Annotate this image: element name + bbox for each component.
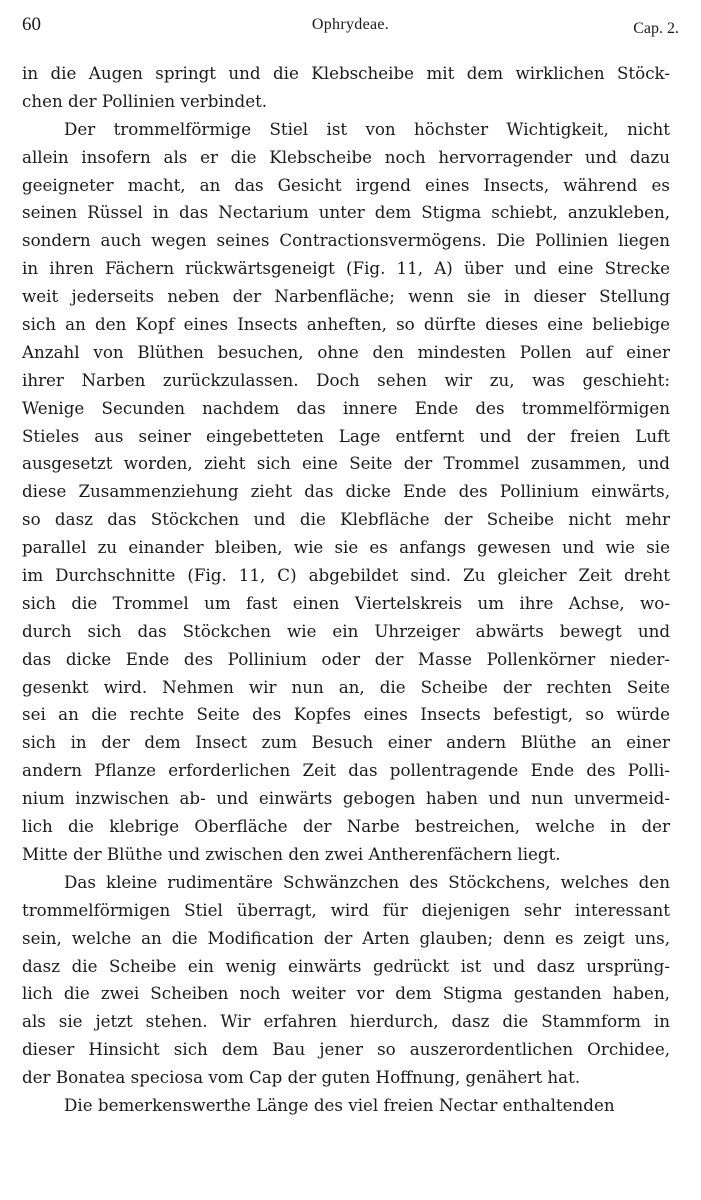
text-line: geeigneter macht, an das Gesicht irgend eines Insects, während es xyxy=(22,174,670,195)
text-line: Der trommelförmige Stiel ist von höchster Wichtigkeit, nicht xyxy=(64,118,670,139)
text-line: lich die zwei Scheiben noch weiter vor dem Stigma gestanden haben, xyxy=(22,983,670,1004)
paragraph xyxy=(22,116,670,869)
text-line: nium inzwischen ab- und einwärts gebogen haben und nun unvermeid- xyxy=(22,788,670,809)
text-line: sich an den Kopf eines Insects anheften, so dürfte dieses eine beliebige xyxy=(22,314,670,335)
text-line: Das kleine rudimentäre Schwänzchen des Stöckchens, welches den xyxy=(64,871,670,892)
text-line: in die Augen springt und die Klebscheibe mit dem wirklichen Stöck- xyxy=(22,63,670,83)
text-line: Wenige Secunden nachdem das innere Ende des trommelförmigen xyxy=(22,397,670,418)
text-line: dieser Hinsicht sich dem Bau jener so auszerordentlichen Orchidee, xyxy=(22,1039,670,1060)
text-line: lich die klebrige Oberfläche der Narbe bestreichen, welche in der xyxy=(22,816,670,837)
running-header xyxy=(22,14,679,40)
text-line: Stieles aus seiner eingebetteten Lage entfernt und der freien Luft xyxy=(22,425,670,446)
text-line: andern Pflanze erforderlichen Zeit das pollentragende Ende des Polli- xyxy=(22,760,670,781)
text-line: das dicke Ende des Pollinium oder der Masse Pollenkörner nieder- xyxy=(22,648,670,669)
text-line: sondern auch wegen seines Contractionsvermögens. Die Pollinien liegen xyxy=(22,230,670,251)
text-line: Anzahl von Blüthen besuchen, ohne den mindesten Pollen auf einer xyxy=(22,341,670,362)
text-line: Die bemerkenswerthe Länge des viel freien Nectar enthaltenden xyxy=(64,1094,615,1115)
text-line: ihrer Narben zurückzulassen. Doch sehen wir zu, was geschieht: xyxy=(22,369,670,390)
text-line: trommelförmigen Stiel überragt, wird für diejenigen sehr interessant xyxy=(22,899,670,920)
text-line: weit jederseits neben der Narbenfläche; wenn sie in dieser Stellung xyxy=(22,286,670,307)
text-line: sich die Trommel um fast einen Viertelskreis um ihre Achse, wo- xyxy=(22,592,670,613)
text-line: diese Zusammenziehung zieht das dicke Ende des Pollinium einwärts, xyxy=(22,481,670,502)
text-line: gesenkt wird. Nehmen wir nun an, die Scheibe der rechten Seite xyxy=(22,676,670,697)
text-line: seinen Rüssel in das Nectarium unter dem Stigma schiebt, anzukleben, xyxy=(22,202,670,223)
text-line: sein, welche an die Modification der Arten glauben; denn es zeigt uns, xyxy=(22,927,670,948)
paragraph xyxy=(22,1092,670,1120)
running-title: Ophrydeae. xyxy=(311,16,390,33)
text-line: so dasz das Stöckchen und die Klebfläche der Scheibe nicht mehr xyxy=(22,509,670,530)
text-line: in ihren Fächern rückwärtsgeneigt (Fig. 11, A) über und eine Strecke xyxy=(22,258,670,279)
text-line: sei an die rechte Seite des Kopfes eines Insects befestigt, so würde xyxy=(22,704,670,725)
paragraph xyxy=(22,869,670,1092)
chapter-label: Cap. 2. xyxy=(633,20,679,37)
body-text xyxy=(22,60,670,1120)
text-line: der Bonatea speciosa vom Cap der guten Hoffnung, genähert hat. xyxy=(22,1067,581,1088)
text-line: sich in der dem Insect zum Besuch einer andern Blüthe an einer xyxy=(22,732,670,753)
text-line: chen der Pollinien verbindet. xyxy=(22,90,268,111)
text-line: ausgesetzt worden, zieht sich eine Seite der Trommel zusammen, und xyxy=(22,453,670,474)
text-line: dasz die Scheibe ein wenig einwärts gedrückt ist und dasz ursprüng- xyxy=(22,955,670,976)
paragraph xyxy=(22,60,670,116)
text-line: Mitte der Blüthe und zwischen den zwei Antherenfächern liegt. xyxy=(22,843,561,864)
text-line: im Durchschnitte (Fig. 11, C) abgebildet sind. Zu gleicher Zeit dreht xyxy=(22,565,670,586)
text-line: parallel zu einander bleiben, wie sie es anfangs gewesen und wie sie xyxy=(22,537,670,558)
page-number: 60 xyxy=(22,14,41,35)
text-line: durch sich das Stöckchen wie ein Uhrzeiger abwärts bewegt und xyxy=(22,620,670,641)
text-line: allein insofern als er die Klebscheibe noch hervorragender und dazu xyxy=(22,146,670,167)
text-line: als sie jetzt stehen. Wir erfahren hierdurch, dasz die Stammform in xyxy=(22,1011,670,1032)
